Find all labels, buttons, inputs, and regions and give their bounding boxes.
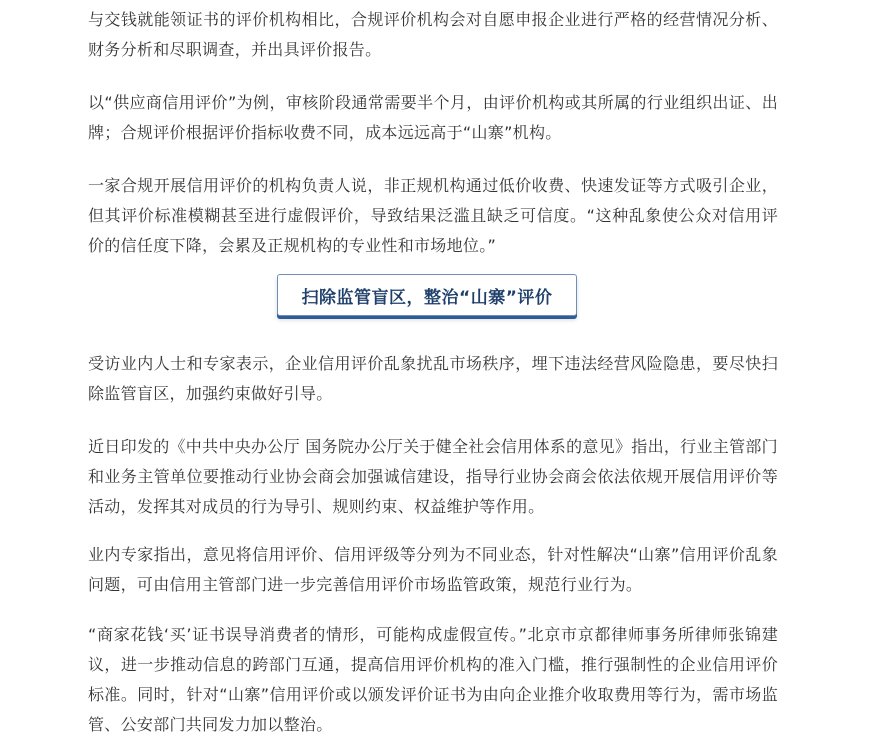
section-heading-box: [277, 274, 577, 316]
article-paragraph: 受访业内人士和专家表示，企业信用评价乱象扰乱市场秩序，埋下违法经营风险隐患，要尽快扫除监管盲区，加强约束做好引导。: [88, 354, 778, 403]
article-paragraph: “商家花钱‘买’证书误导消费者的情形，可能构成虚假宣传。”北京市京都律师事务所律师张锦建议，进一步推动信息的跨部门互通，提高信用评价机构的准入门槛，推行强制性的企业信用评价标准。同时，针对“山寨”信用评价或以颁发评价证书为由向企业推介收取费用等行为，需市场监管、公安部门共同发力加以整治。: [88, 625, 778, 734]
article-paragraph: 近日印发的《中共中央办公厅 国务院办公厅关于健全社会信用体系的意见》指出，行业主管部门和业务主管单位要推动行业协会商会加强诚信建设，指导行业协会商会依法依规开展信用评价等活动，发挥其对成员的行为导引、规则约束、权益维护等作用。: [88, 437, 778, 516]
article-paragraph: 以“供应商信用评价”为例，审核阶段通常需要半个月，由评价机构或其所属的行业组织出证、出牌；合规评价根据评价指标收费不同，成本远远高于“山寨”机构。: [88, 93, 778, 142]
article-paragraph: 业内专家指出，意见将信用评价、信用评级等分列为不同业态，针对性解决“山寨”信用评价乱象问题，可由信用主管部门进一步完善信用评价市场监管政策，规范行业行为。: [88, 545, 778, 594]
article-paragraph: 与交钱就能领证书的评价机构相比，合规评价机构会对自愿申报企业进行严格的经营情况分析、财务分析和尽职调查，并出具评价报告。: [88, 10, 778, 59]
article-paragraph: 一家合规开展信用评价的机构负责人说，非正规机构通过低价收费、快速发证等方式吸引企业，但其评价标准模糊甚至进行虚假评价，导致结果泛滥且缺乏可信度。“这种乱象使公众对信用评价的信任度下降，会累及正规机构的专业性和市场地位。”: [88, 176, 778, 255]
section-heading-text: 扫除监管盲区，整治“山寨”评价: [301, 287, 553, 308]
